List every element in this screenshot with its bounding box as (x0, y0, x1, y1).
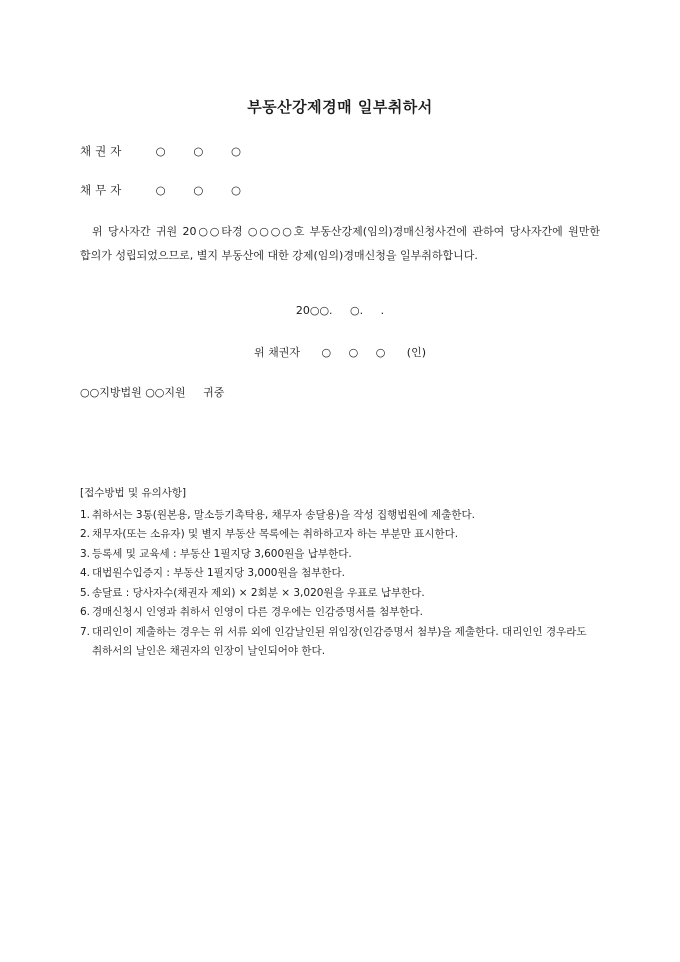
list-item (80, 506, 610, 526)
list-item-text: 송달료 : 당사자수(채권자 제외) × 2회분 × 3,020원을 우표로 납부한다. (92, 586, 425, 599)
list-item (80, 623, 610, 662)
list-item (80, 564, 610, 584)
signature-name: ○ ○ ○ (321, 346, 386, 359)
court-name: ○○지방법원 ○○지원 (80, 386, 186, 399)
list-item (80, 584, 610, 604)
list-item (80, 525, 610, 545)
withdrawal-body: 위 당사자간 귀원 20○○타경 ○○○○호 부동산강제(임의)경매신청사건에 관하여 당사자간에 원만한 합의가 성립되었으므로, 별지 부동산에 대한 강제(임의)경매신청을 일부취하합니다. (80, 225, 600, 262)
list-item (80, 603, 610, 623)
signature-label: 위 채권자 (253, 346, 300, 359)
list-item-number: 3. (80, 547, 91, 560)
list-item-text: 취하서는 3통(원본용, 말소등기촉탁용, 채무자 송달용)을 작성 집행법원에 제출한다. (92, 508, 475, 521)
list-item-text: 경매신청시 인영과 취하서 인영이 다른 경우에는 인감증명서를 첨부한다. (92, 606, 423, 618)
list-item-text: 채무자(또는 소유자) 및 별지 부동산 목록에는 취하하고자 하는 부분만 표시한다. (92, 528, 459, 540)
list-item-number: 6. (80, 606, 91, 618)
list-item-number: 4. (80, 567, 91, 579)
list-item-text: 등록세 및 교육세 : 부동산 1필지당 3,600원을 납부한다. (92, 547, 352, 560)
list-item (80, 545, 610, 565)
list-item-text: 대리인이 제출하는 경우는 위 서류 외에 인감날인된 위임장(인감증명서 첨부)을 제출한다. 대리인인 경우라도 취하서의 날인은 채권자의 인장이 날인되어야 한다. (92, 625, 587, 657)
creditor-line (80, 143, 241, 159)
document-title: 부동산강제경매 일부취하서 (247, 98, 433, 116)
seal-mark: (인) (406, 346, 427, 359)
list-item-number: 5. (80, 586, 91, 599)
court-suffix: 귀중 (203, 386, 225, 399)
list-item-number: 7. (80, 625, 91, 638)
list-item-number: 1. (80, 508, 91, 521)
creditor-name: ○ ○ ○ (155, 144, 242, 158)
list-item-number: 2. (80, 528, 91, 540)
notes-section (80, 484, 610, 662)
creditor-label: 채권자 (80, 144, 126, 158)
debtor-label: 채무자 (80, 183, 126, 197)
debtor-name: ○ ○ ○ (155, 183, 242, 197)
debtor-line (80, 182, 241, 198)
notes-title: [접수방법 및 유의사항] (80, 487, 187, 499)
court-addressee (80, 384, 224, 400)
document-date: 20○○. ○. . (295, 304, 385, 317)
notes-list (80, 506, 610, 662)
list-item-text: 대법원수입증지 : 부동산 1필지당 3,000원을 첨부한다. (92, 567, 346, 579)
signature-line (0, 344, 680, 360)
